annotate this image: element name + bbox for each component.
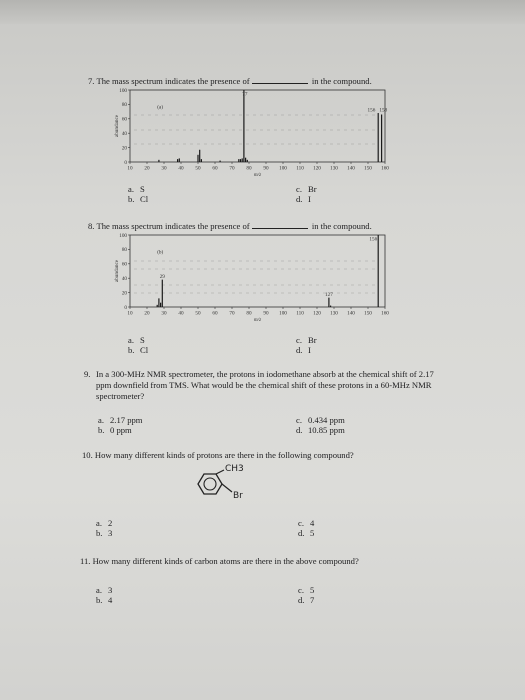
y-axis-label: abundance	[114, 259, 120, 283]
x-tick-label: 10	[127, 310, 133, 317]
x-tick-label: 80	[246, 310, 252, 317]
mass-spectrum-b-plot	[110, 229, 390, 321]
panel-label: (a)	[157, 104, 163, 111]
x-tick-label: 140	[347, 310, 355, 317]
x-tick-label: 90	[263, 165, 269, 172]
peak-label: 158	[379, 107, 388, 114]
question-text: The mass spectrum indicates the presence of	[96, 76, 250, 86]
ch3-label: CH3	[225, 464, 244, 474]
q9-option-c[interactable]: c. 0.434 ppm	[296, 415, 345, 425]
y-tick-label: 60	[121, 261, 127, 268]
q9-option-b[interactable]: b. 0 ppm	[98, 425, 132, 435]
x-tick-label: 60	[212, 310, 218, 317]
y-tick-label: 0	[124, 159, 127, 166]
question-number: 11.	[80, 556, 91, 566]
y-tick-label: 20	[121, 290, 127, 297]
q8-option-c[interactable]: c. Br	[296, 335, 317, 345]
answer-blank	[252, 75, 308, 84]
x-tick-label: 140	[347, 165, 355, 172]
peak-label: 156	[369, 236, 378, 243]
x-tick-label: 40	[178, 165, 184, 172]
question-text: How many different kinds of protons are there in the following compound?	[94, 450, 354, 460]
x-tick-label: 120	[313, 310, 321, 317]
y-tick-label: 0	[124, 304, 127, 311]
question-text-end: in the compound.	[311, 76, 372, 86]
question-number: 8.	[88, 221, 95, 231]
x-tick-label: 40	[178, 310, 184, 317]
bromotoluene-structure	[186, 462, 276, 517]
x-tick-label: 110	[296, 310, 304, 317]
x-tick-label: 30	[161, 165, 167, 172]
q8-option-a[interactable]: a. S	[128, 335, 145, 345]
question-text: How many different kinds of carbon atoms are there in the above compound?	[92, 556, 359, 566]
question-9-number: 9.	[84, 369, 91, 379]
peak-label: 156	[367, 107, 376, 114]
q11-option-a[interactable]: a. 3	[96, 585, 113, 595]
peak-label: 29	[159, 274, 165, 281]
answer-blank	[252, 220, 308, 229]
x-tick-label: 10	[127, 165, 133, 172]
x-tick-label: 150	[364, 310, 372, 317]
question-number: 10.	[82, 450, 93, 460]
question-text-end: in the compound.	[311, 221, 372, 231]
x-tick-label: 50	[195, 310, 201, 317]
mass-spectrum-a-plot	[110, 84, 390, 176]
x-axis-label: m/z	[253, 317, 262, 323]
x-tick-label: 30	[161, 310, 167, 317]
plot-frame	[130, 235, 385, 307]
q9-option-d[interactable]: d. 10.85 ppm	[296, 425, 345, 435]
x-tick-label: 160	[381, 310, 389, 317]
x-tick-label: 130	[330, 165, 338, 172]
q7-option-c[interactable]: c. Br	[296, 184, 317, 194]
question-10-prompt	[82, 450, 354, 461]
mass-spectrum-a	[110, 84, 390, 181]
y-tick-label: 100	[119, 232, 127, 239]
x-tick-label: 70	[229, 310, 235, 317]
plot-frame	[130, 90, 388, 162]
x-tick-label: 20	[144, 165, 150, 172]
q11-option-d[interactable]: d. 7	[298, 595, 315, 605]
q8-option-d[interactable]: d. I	[296, 345, 311, 355]
q9-option-a[interactable]: a. 2.17 ppm	[98, 415, 143, 425]
panel-label: (b)	[157, 249, 164, 256]
q7-option-a[interactable]: a. S	[128, 184, 145, 194]
y-tick-label: 80	[121, 102, 127, 109]
q7-option-b[interactable]: b. Cl	[128, 194, 149, 204]
y-tick-label: 80	[121, 247, 127, 254]
x-tick-label: 100	[279, 165, 287, 172]
question-9-text: In a 300-MHz NMR spectrometer, the protons in iodomethane absorb at the chemical shift of 2.17 ppm downfield from TMS. What would be the chemical shift of these protons in a 60-MHz NMR spectrometer?	[96, 369, 434, 401]
x-tick-label: 100	[279, 310, 287, 317]
y-tick-label: 20	[121, 145, 127, 152]
x-axis-label: m/z	[253, 172, 262, 178]
x-tick-label: 70	[229, 165, 235, 172]
y-axis-label: abundance	[114, 114, 120, 138]
q11-option-c[interactable]: c. 5	[298, 585, 315, 595]
y-tick-label: 60	[121, 116, 127, 123]
x-tick-label: 110	[296, 165, 304, 172]
q10-option-d[interactable]: d. 5	[298, 528, 315, 538]
q11-option-b[interactable]: b. 4	[96, 595, 113, 605]
x-tick-label: 150	[364, 165, 372, 172]
x-tick-label: 20	[144, 310, 150, 317]
mass-spectrum-b	[110, 229, 390, 326]
question-text: The mass spectrum indicates the presence of	[96, 221, 250, 231]
br-label: Br	[233, 491, 243, 501]
question-11-prompt	[80, 556, 359, 567]
x-tick-label: 50	[195, 165, 201, 172]
q10-option-a[interactable]: a. 2	[96, 518, 113, 528]
y-tick-label: 40	[121, 276, 127, 282]
peak-label: 127	[325, 292, 333, 299]
x-tick-label: 80	[246, 165, 252, 172]
peak-label: 77	[242, 91, 248, 98]
q10-option-c[interactable]: c. 4	[298, 518, 315, 528]
y-tick-label: 40	[121, 131, 127, 137]
x-tick-label: 160	[381, 165, 389, 172]
benzene-ring-drawing	[186, 462, 276, 512]
x-tick-label: 120	[313, 165, 321, 172]
x-tick-label: 130	[330, 310, 338, 317]
q8-option-b[interactable]: b. Cl	[128, 345, 149, 355]
x-tick-label: 90	[263, 310, 269, 317]
q10-option-b[interactable]: b. 3	[96, 528, 113, 538]
y-tick-label: 100	[119, 87, 127, 94]
question-number: 7.	[88, 76, 95, 86]
x-tick-label: 60	[212, 165, 218, 172]
q7-option-d[interactable]: d. I	[296, 194, 311, 204]
